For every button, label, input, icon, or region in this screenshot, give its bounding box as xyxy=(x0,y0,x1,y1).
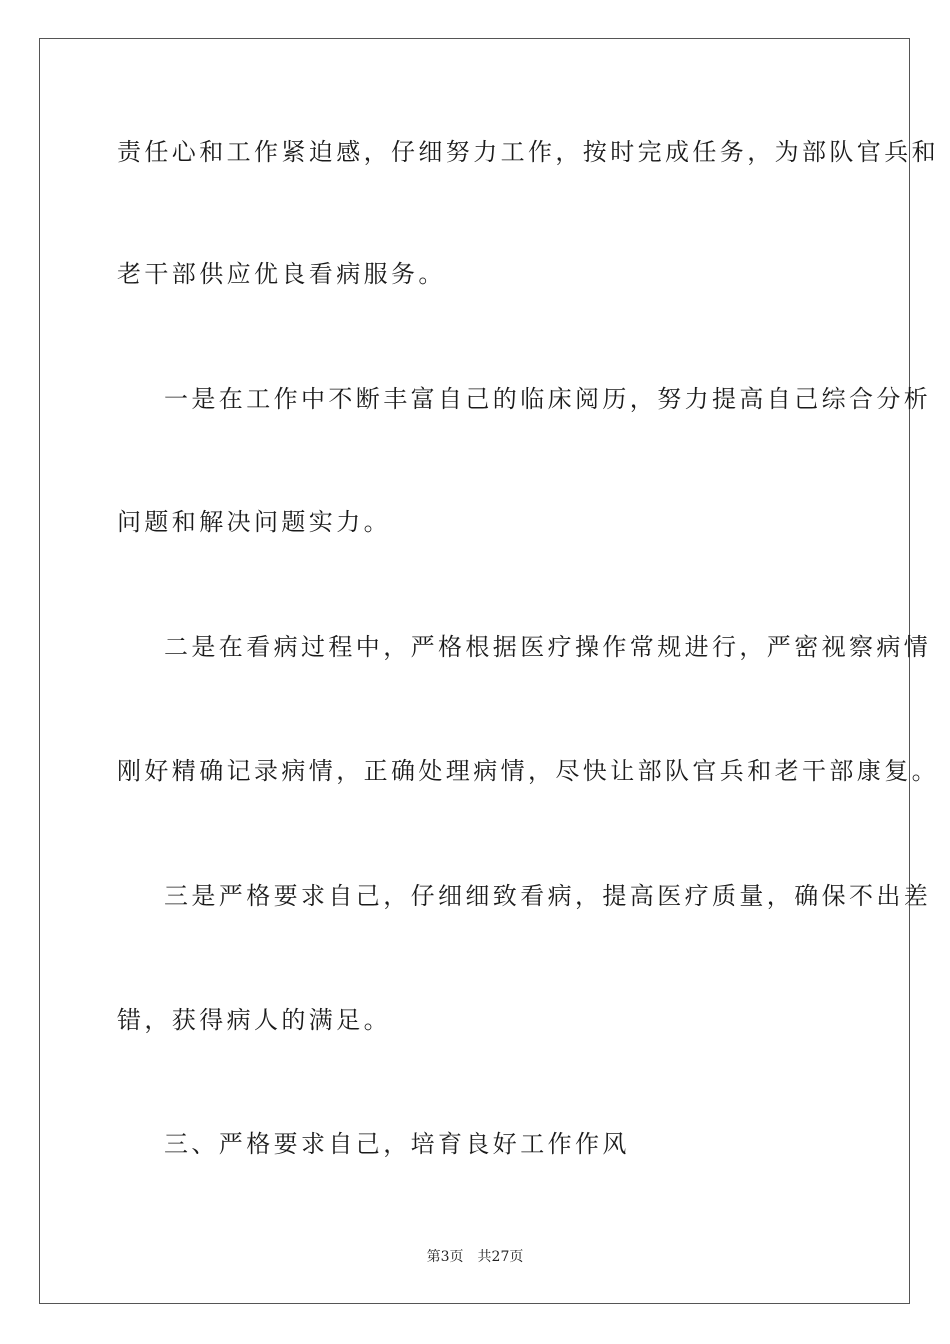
paragraph-line: 刚好精确记录病情，正确处理病情，尽快让部队官兵和老干部康复。 xyxy=(117,757,939,785)
paragraph-line: 责任心和工作紧迫感，仔细努力工作，按时完成任务，为部队官兵和 xyxy=(117,138,939,166)
page-border xyxy=(39,38,910,1304)
paragraph-line: 问题和解决问题实力。 xyxy=(117,508,391,536)
paragraph-line: 老干部供应优良看病服务。 xyxy=(117,260,446,288)
page-footer xyxy=(0,1248,950,1266)
paragraph-line: 三是严格要求自己，仔细细致看病，提高医疗质量，确保不出差 xyxy=(164,882,932,910)
paragraph-line: 错，获得病人的满足。 xyxy=(117,1006,391,1034)
page-number-total: 共27页 xyxy=(477,1249,524,1265)
page-number-current: 第3页 xyxy=(426,1249,464,1265)
section-heading: 三、严格要求自己，培育良好工作作风 xyxy=(164,1130,630,1158)
paragraph-line: 二是在看病过程中，严格根据医疗操作常规进行，严密视察病情 xyxy=(164,633,932,661)
paragraph-line: 一是在工作中不断丰富自己的临床阅历，努力提高自己综合分析 xyxy=(164,385,932,413)
